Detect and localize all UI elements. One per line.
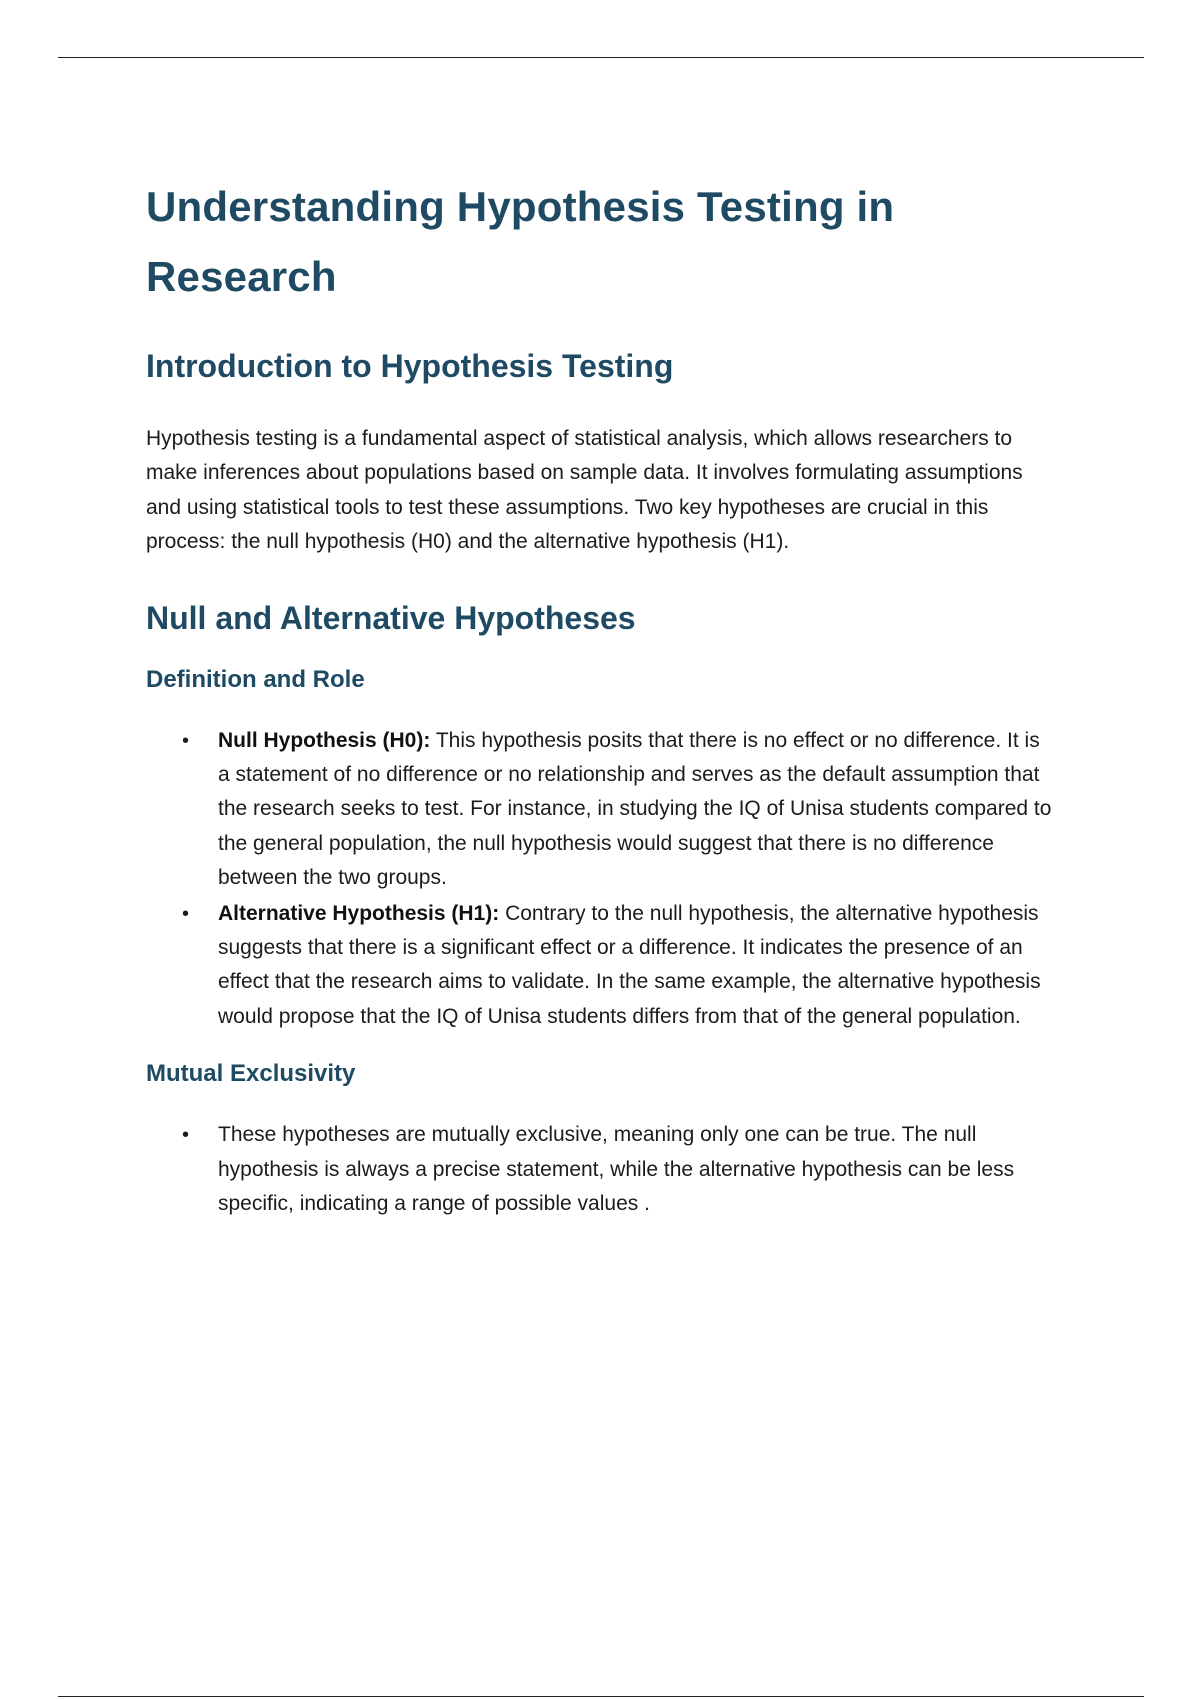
- header-rule: [58, 57, 1144, 58]
- mutual-exclusivity-text: These hypotheses are mutually exclusive, meaning only one can be true. The null hypothesis is always a precise statement, while the alternative hypothesis can be less specific, indicating a range of possible values .: [218, 1123, 1015, 1216]
- document-title: Understanding Hypothesis Testing in Research: [146, 183, 895, 300]
- bullet-icon: •: [182, 1124, 190, 1147]
- list-item-mutual-exclusivity: [146, 1118, 1056, 1221]
- list-item-null-hypothesis: [146, 724, 1056, 896]
- mutual-exclusivity-list: [146, 1118, 1056, 1221]
- alternative-hypothesis-text: Contrary to the null hypothesis, the alternative hypothesis suggests that there is a significant effect or a difference. It indicates the presence of an effect that the research aims to validate. In the same example, the alternative hypothesis would propose that the IQ of Unisa students differs from that of the general population.: [218, 901, 1041, 1028]
- null-hypothesis-text: This hypothesis posits that there is no effect or no difference. It is a statement of no difference or no relationship and serves as the default assumption that the research seeks to test. For instance, in studying the IQ of Unisa students compared to the general population, the null hypothesis would suggest that there is no difference between the two groups.: [218, 728, 1052, 890]
- bullet-icon: •: [182, 729, 190, 752]
- introduction-paragraph: Hypothesis testing is a fundamental aspect of statistical analysis, which allows researchers to make inferences about populations based on sample data. It involves formulating assumptions and using statistical tools to test these assumptions. Two key hypotheses are crucial in this process: the null hypothesis (H0) and the alternative hypothesis (H1).: [146, 427, 1023, 554]
- term-alternative-hypothesis: Alternative Hypothesis (H1):: [218, 901, 500, 925]
- footer-rule: [58, 1696, 1144, 1697]
- document-body: [146, 172, 1056, 1223]
- term-null-hypothesis: Null Hypothesis (H0):: [218, 728, 431, 752]
- bullet-icon: •: [182, 902, 190, 925]
- subsection-heading-definition-role: Definition and Role: [146, 665, 365, 693]
- definition-role-list: [146, 724, 1056, 1035]
- section-heading-introduction: Introduction to Hypothesis Testing: [146, 348, 674, 384]
- subsection-heading-mutual-exclusivity: Mutual Exclusivity: [146, 1060, 356, 1088]
- section-heading-null-alternative: Null and Alternative Hypotheses: [146, 599, 636, 636]
- list-item-alternative-hypothesis: [146, 897, 1056, 1035]
